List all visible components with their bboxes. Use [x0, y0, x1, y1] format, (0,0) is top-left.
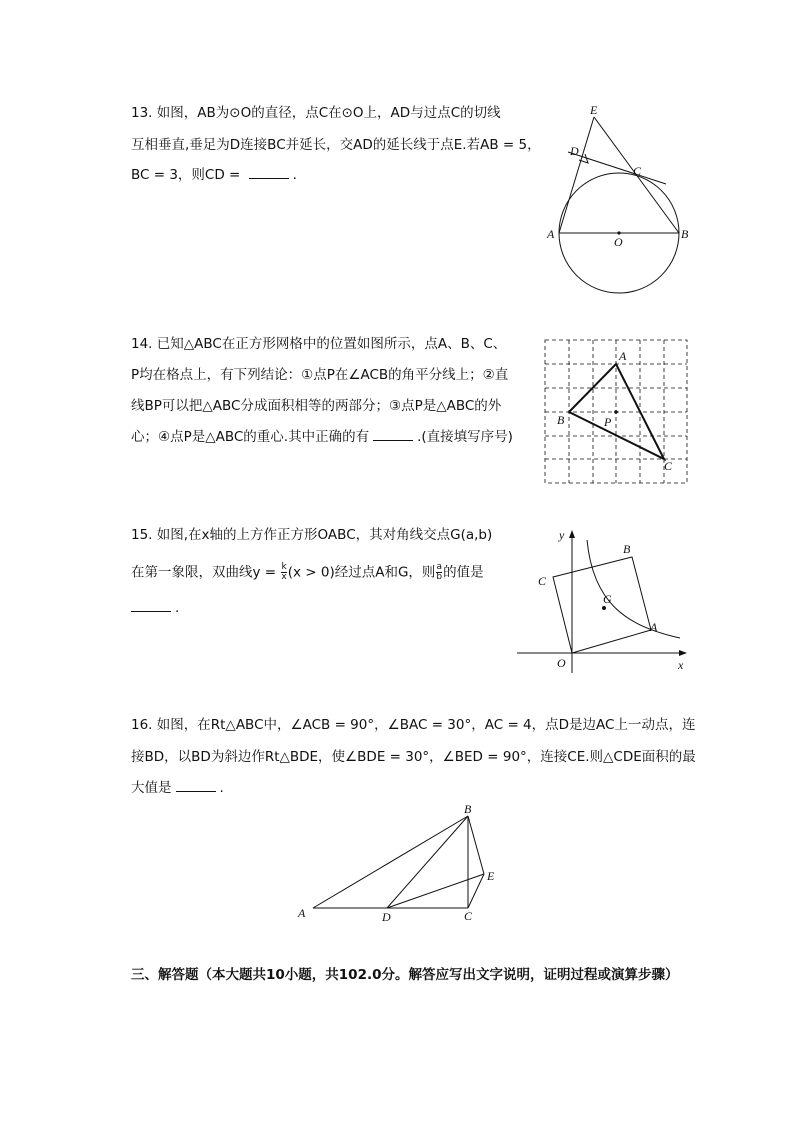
section-3-heading: 三、解答题（本大题共10小题，共102.0分。解答应写出文字说明，证明过程或演算步骤） — [131, 967, 679, 983]
q14-label-p: P — [604, 415, 612, 429]
q15-figure — [515, 522, 695, 677]
q14-grid-figure — [540, 336, 690, 486]
q13-label-d: D — [570, 144, 579, 158]
q15-label-a: A — [650, 620, 658, 634]
q15-point-g — [602, 606, 606, 610]
q15-line2-end: 的值是 — [443, 564, 484, 581]
q16-line1: 16. 如图，在Rt△ABC中，∠ACB = 90°，∠BAC = 30°，AC = 4，点D是边AC上一动点，连 — [131, 717, 696, 733]
q16-line3-text: 大值是 — [131, 780, 172, 796]
q15-answer-blank[interactable] — [131, 599, 171, 612]
q14-label-a: A — [619, 349, 627, 363]
q15-line2-text: 在第一象限，双曲线y = — [131, 564, 281, 581]
q13-line3 — [131, 166, 297, 184]
q16-segment-be — [468, 816, 484, 874]
q15-line3 — [131, 599, 179, 617]
q15-frac-b: b — [436, 572, 443, 582]
q14-point-p — [614, 410, 618, 414]
q14-line4 — [131, 428, 513, 446]
q16-line3 — [131, 779, 224, 797]
q13-line2: 互相垂直,垂足为D连接BC并延长，交AD的延长线于点E.若AB = 5， — [131, 137, 541, 153]
q14-line4-end: .(直接填写序号) — [417, 429, 513, 445]
q15-fraction-a-over-b — [436, 563, 442, 582]
q16-side-ab — [313, 816, 468, 908]
q15-hyperbola — [587, 540, 680, 638]
q15-frac-k: k — [281, 562, 287, 572]
q15-line2-mid: (x > 0)经过点A和G，则 — [287, 564, 436, 581]
q15-label-c: C — [538, 574, 547, 588]
q13-line1: 13. 如图，AB为⊙O的直径，点C在⊙O上，AD与过点C的切线 — [131, 105, 501, 121]
q15-line1: 15. 如图,在x轴的上方作正方形OABC，其对角线交点G(a,b) — [131, 527, 493, 543]
q16-label-d: D — [382, 910, 391, 924]
q15-line2 — [131, 563, 484, 582]
q13-line3-text: BC = 3，则CD = — [131, 167, 245, 183]
q13-label-b: B — [681, 227, 689, 241]
q14-label-c: C — [664, 459, 673, 473]
q13-figure — [540, 100, 700, 300]
q15-label-x: x — [678, 658, 684, 672]
q15-label-y: y — [559, 528, 565, 542]
q15-label-g: G — [603, 592, 612, 606]
q14-label-b: B — [557, 413, 565, 427]
q14-line3: 线BP可以把△ABC分成面积相等的两部分；③点P是△ABC的外 — [131, 398, 502, 414]
q15-label-b: B — [623, 542, 631, 556]
q16-line2: 接BD，以BD为斜边作Rt△BDE，使∠BDE = 30°，∠BED = 90°，连接CE.则△CDE面积的最 — [131, 749, 696, 765]
q13-line-ae — [559, 117, 594, 233]
q14-line4-text: 心；④点P是△ABC的重心.其中正确的有 — [131, 429, 370, 445]
q14-answer-blank[interactable] — [373, 428, 413, 441]
q13-label-a: A — [547, 227, 555, 241]
q16-label-e: E — [487, 869, 495, 883]
q16-answer-blank[interactable] — [176, 779, 216, 792]
q16-label-b: B — [464, 802, 472, 816]
q16-label-a: A — [298, 906, 306, 920]
q13-label-e: E — [590, 103, 598, 117]
q15-square-oabc — [553, 557, 651, 653]
q15-fraction-k-over-x — [281, 563, 286, 582]
q16-line3-end: . — [219, 780, 224, 796]
q13-answer-blank[interactable] — [249, 166, 289, 179]
q13-label-c: C — [633, 164, 642, 178]
q14-line2: P均在格点上，有下列结论：①点P在∠ACB的角平分线上；②直 — [131, 367, 509, 383]
q13-tangent — [568, 152, 666, 184]
q15-y-axis-arrow — [569, 530, 575, 538]
q15-x-axis-arrow — [679, 650, 687, 656]
q16-figure — [296, 800, 516, 930]
q16-label-c: C — [464, 909, 473, 923]
q13-line3-end: . — [292, 167, 297, 183]
q14-line1: 14. 已知△ABC在正方形网格中的位置如图所示，点A、B、C、 — [131, 336, 507, 352]
q13-label-o: O — [614, 235, 623, 249]
q15-line3-end: . — [175, 600, 180, 616]
q15-frac-x: x — [281, 572, 287, 582]
q15-label-o: O — [557, 656, 566, 670]
q15-frac-a: a — [436, 562, 443, 572]
